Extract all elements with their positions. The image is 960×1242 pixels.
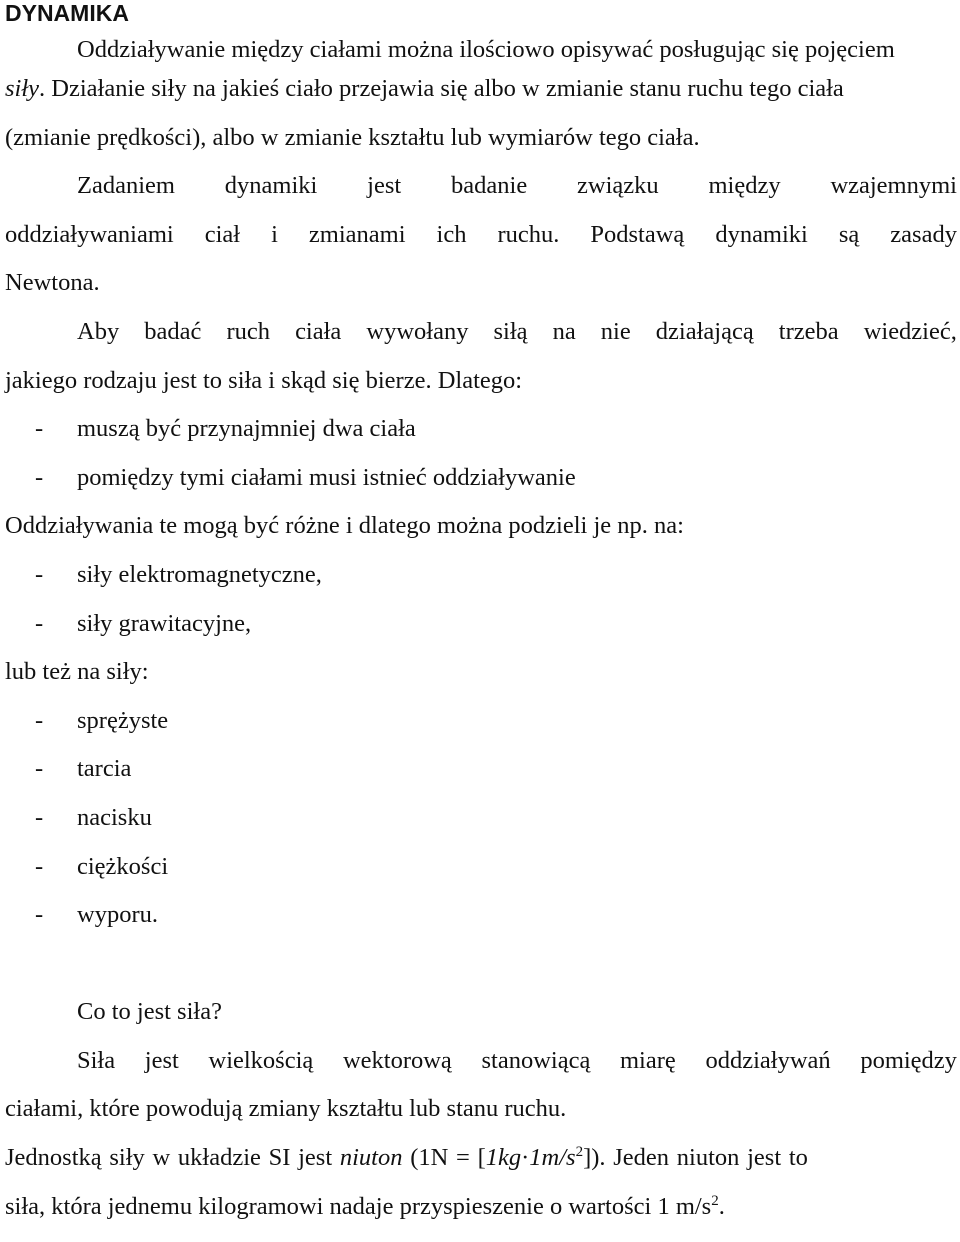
word: zmianami [308, 220, 406, 248]
paragraph-intro [5, 30, 957, 162]
word: wywołany [366, 317, 469, 345]
bullet-dash: - [35, 560, 44, 588]
italic-formula: 1kg [485, 1144, 522, 1172]
word: ruchu. [497, 220, 560, 248]
list-item-text: siły elektromagnetyczne, [77, 560, 322, 588]
spacer [5, 940, 957, 989]
word: badanie [451, 172, 528, 200]
interaction-types-list [5, 551, 957, 648]
bullet-dash: - [35, 901, 44, 929]
list-item-text: muszą być przynajmniej dwa ciała [77, 415, 416, 443]
page-title: DYNAMIKA [5, 0, 129, 26]
bullet-dash: - [35, 755, 44, 783]
section-question: Co to jest siła? [77, 998, 222, 1026]
list-item [5, 697, 957, 746]
word: stanowiącą [481, 1046, 591, 1074]
bullet-dash: - [35, 852, 44, 880]
text-span: siła, która jednemu kilogramowi nadaje przyspieszenie o wartości 1 m/s [5, 1192, 712, 1220]
list-item-text: sprężyste [77, 706, 169, 734]
word: oddziaływań [705, 1046, 831, 1074]
justified-line [5, 211, 957, 260]
force-types-list [5, 697, 957, 940]
word: Siła [77, 1046, 116, 1074]
paragraph-line: Oddziaływanie między ciałami można ilościowo opisywać posługując się pojęciem [77, 36, 895, 63]
paragraph-line: lub też na siły: [5, 658, 149, 686]
word: siłą [493, 317, 528, 345]
list-item [5, 843, 957, 892]
list-item [5, 745, 957, 794]
paragraph-line [5, 1183, 957, 1232]
text-span: (1N = [ [402, 1144, 486, 1172]
word: wzajemnymi [830, 172, 957, 200]
bullet-dash: - [35, 415, 44, 443]
word: dynamiki [715, 220, 808, 248]
word: zasady [890, 220, 957, 248]
word: Aby [77, 317, 120, 345]
superscript: 2 [575, 1143, 584, 1160]
paragraph-line: (zmianie prędkości), albo w zmianie kształtu lub wymiarów tego ciała. [5, 123, 700, 151]
justified-line [5, 1037, 957, 1086]
multiplication-dot: · [521, 1144, 530, 1172]
list-item-text: pomiędzy tymi ciałami musi istnieć oddziaływanie [77, 463, 576, 491]
document-page [5, 0, 957, 1231]
word: wiedzieć, [863, 317, 957, 345]
superscript: 2 [711, 1192, 719, 1209]
paragraph-unit-definition [5, 1134, 957, 1231]
list-item-text: nacisku [77, 803, 152, 831]
bullet-dash: - [35, 609, 44, 637]
paragraph-line [5, 1134, 957, 1183]
word: ciał [204, 220, 241, 248]
text-span: . [718, 1192, 725, 1220]
word: jest [144, 1046, 179, 1074]
word: na [552, 317, 576, 345]
word: pomiędzy [860, 1046, 957, 1074]
word: oddziaływaniami [5, 220, 174, 248]
list-item-text: siły grawitacyjne, [77, 609, 252, 637]
word: działającą [655, 317, 754, 345]
word: Zadaniem [77, 172, 175, 200]
word: badać [144, 317, 202, 345]
word: dynamiki [224, 172, 318, 200]
word: i [271, 220, 278, 248]
bullet-dash: - [35, 803, 44, 831]
bullet-dash: - [35, 463, 44, 491]
paragraph-line: Oddziaływania te mogą być różne i dlatego można podzieli je np. na: [5, 512, 684, 540]
word: miarę [620, 1046, 676, 1074]
requirements-list [5, 405, 957, 502]
italic-term: niuton [339, 1144, 403, 1172]
word: związku [577, 172, 659, 200]
bullet-dash: - [35, 706, 44, 734]
word: ruch [226, 317, 270, 345]
word: ciała [295, 317, 342, 345]
paragraph-dynamics-task [5, 162, 957, 308]
word: są [838, 220, 860, 248]
justified-line [5, 308, 957, 357]
word: trzeba [778, 317, 839, 345]
word: jest [367, 172, 402, 200]
word: ich [436, 220, 467, 248]
list-item [5, 551, 957, 600]
list-item-text: ciężkości [77, 852, 169, 880]
paragraph-line: ciałami, które powodują zmiany kształtu lub stanu ruchu. [5, 1095, 567, 1123]
text-span: ]). Jeden niuton jest to [583, 1144, 808, 1172]
word: między [708, 172, 781, 200]
paragraph-line: jakiego rodzaju jest to siła i skąd się bierze. Dlatego: [5, 366, 523, 394]
list-item [5, 454, 957, 503]
list-item [5, 405, 957, 454]
list-item [5, 891, 957, 940]
paragraph-line: Newtona. [5, 269, 100, 297]
paragraph-force-definition [5, 1037, 957, 1134]
paragraph-line [5, 65, 957, 114]
text-span: . Działanie siły na jakieś ciało przejawia się albo w zmianie stanu ruchu tego ciała [39, 75, 844, 102]
paragraph-force-study [5, 308, 957, 405]
word: nie [600, 317, 631, 345]
word: wielkością [208, 1046, 314, 1074]
text-span: Jednostką siły w układzie SI jest [5, 1144, 340, 1172]
list-item [5, 600, 957, 649]
justified-line [5, 162, 957, 211]
list-item-text: tarcia [77, 755, 132, 783]
word: wektorową [342, 1046, 452, 1074]
word: Podstawą [590, 220, 685, 248]
italic-term: siły [5, 75, 40, 102]
list-item [5, 794, 957, 843]
list-item-text: wyporu. [77, 901, 158, 929]
italic-formula: 1m/s [529, 1144, 576, 1172]
